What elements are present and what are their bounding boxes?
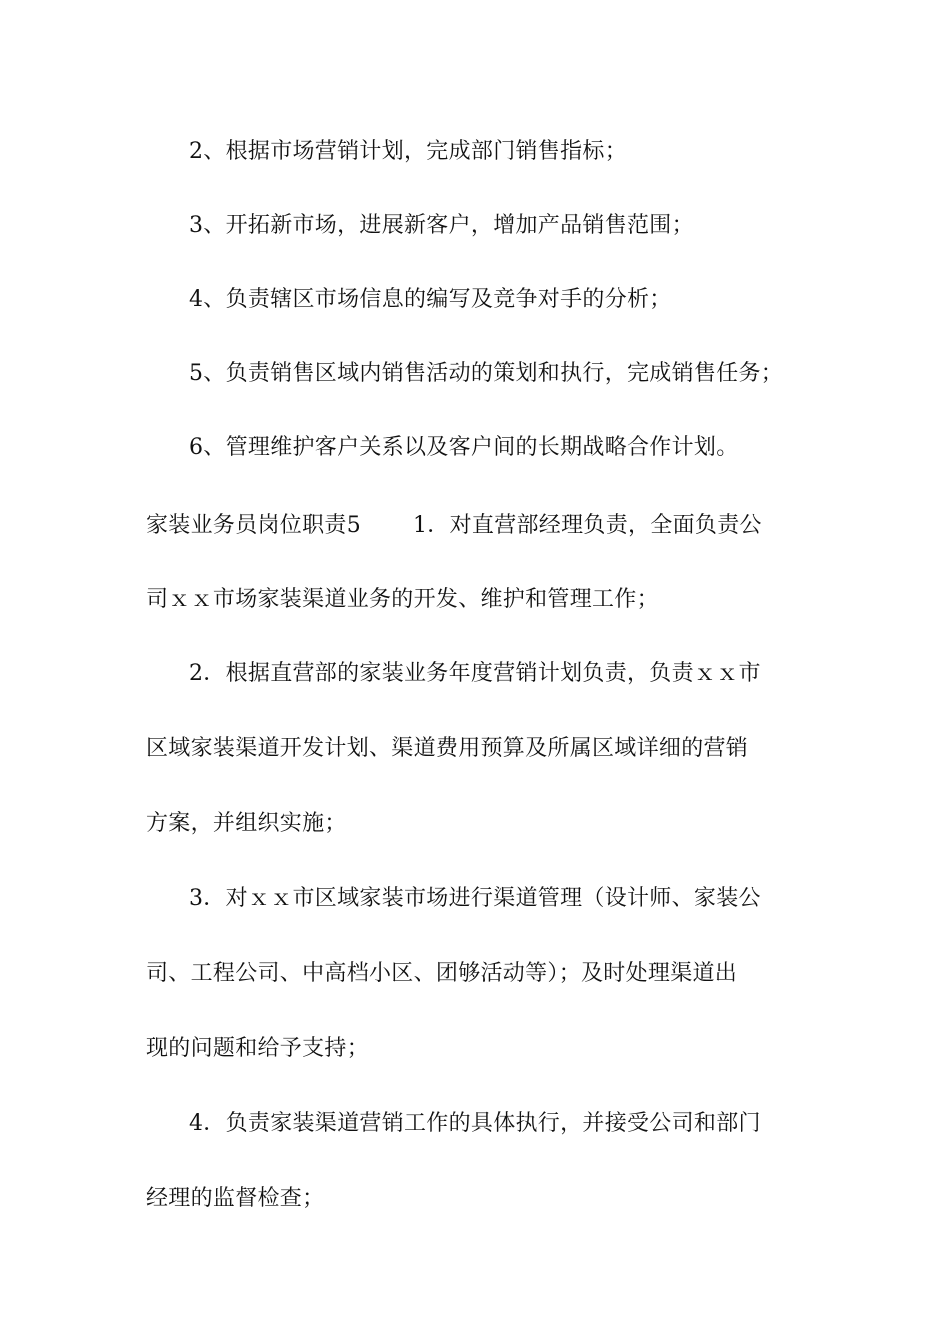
- paragraph-line: 2、根据市场营销计划，完成部门销售指标；: [189, 139, 627, 164]
- paragraph-line: 区域家装渠道开发计划、渠道费用预算及所属区域详细的营销: [146, 736, 749, 761]
- section-heading: 家装业务员岗位职责5: [146, 513, 361, 538]
- paragraph-line: 2．根据直营部的家装业务年度营销计划负责，负责ｘｘ市: [189, 661, 761, 686]
- paragraph-line: 5、负责销售区域内销售活动的策划和执行，完成销售任务；: [189, 361, 784, 386]
- paragraph-text: 1．对直营部经理负责，全面负责公: [413, 513, 762, 538]
- paragraph-line: 现的问题和给予支持；: [146, 1036, 370, 1061]
- paragraph-line: 4、负责辖区市场信息的编写及竞争对手的分析；: [189, 287, 672, 312]
- section-heading-line: [0, 506, 950, 546]
- paragraph-line: 方案，并组织实施；: [146, 811, 347, 836]
- paragraph-line: 经理的监督检查；: [146, 1186, 325, 1211]
- paragraph-line: 4．负责家装渠道营销工作的具体执行，并接受公司和部门: [189, 1111, 761, 1136]
- paragraph-line: 司、工程公司、中高档小区、团够活动等）；及时处理渠道出: [146, 961, 738, 986]
- paragraph-line: 3、开拓新市场，进展新客户，增加产品销售范围；: [189, 213, 694, 238]
- paragraph-line: 司ｘｘ市场家装渠道业务的开发、维护和管理工作；: [146, 587, 659, 612]
- paragraph-line: 3．对ｘｘ市区域家装市场进行渠道管理（设计师、家装公: [189, 886, 761, 911]
- paragraph-line: 6、管理维护客户关系以及客户间的长期战略合作计划。: [189, 435, 739, 460]
